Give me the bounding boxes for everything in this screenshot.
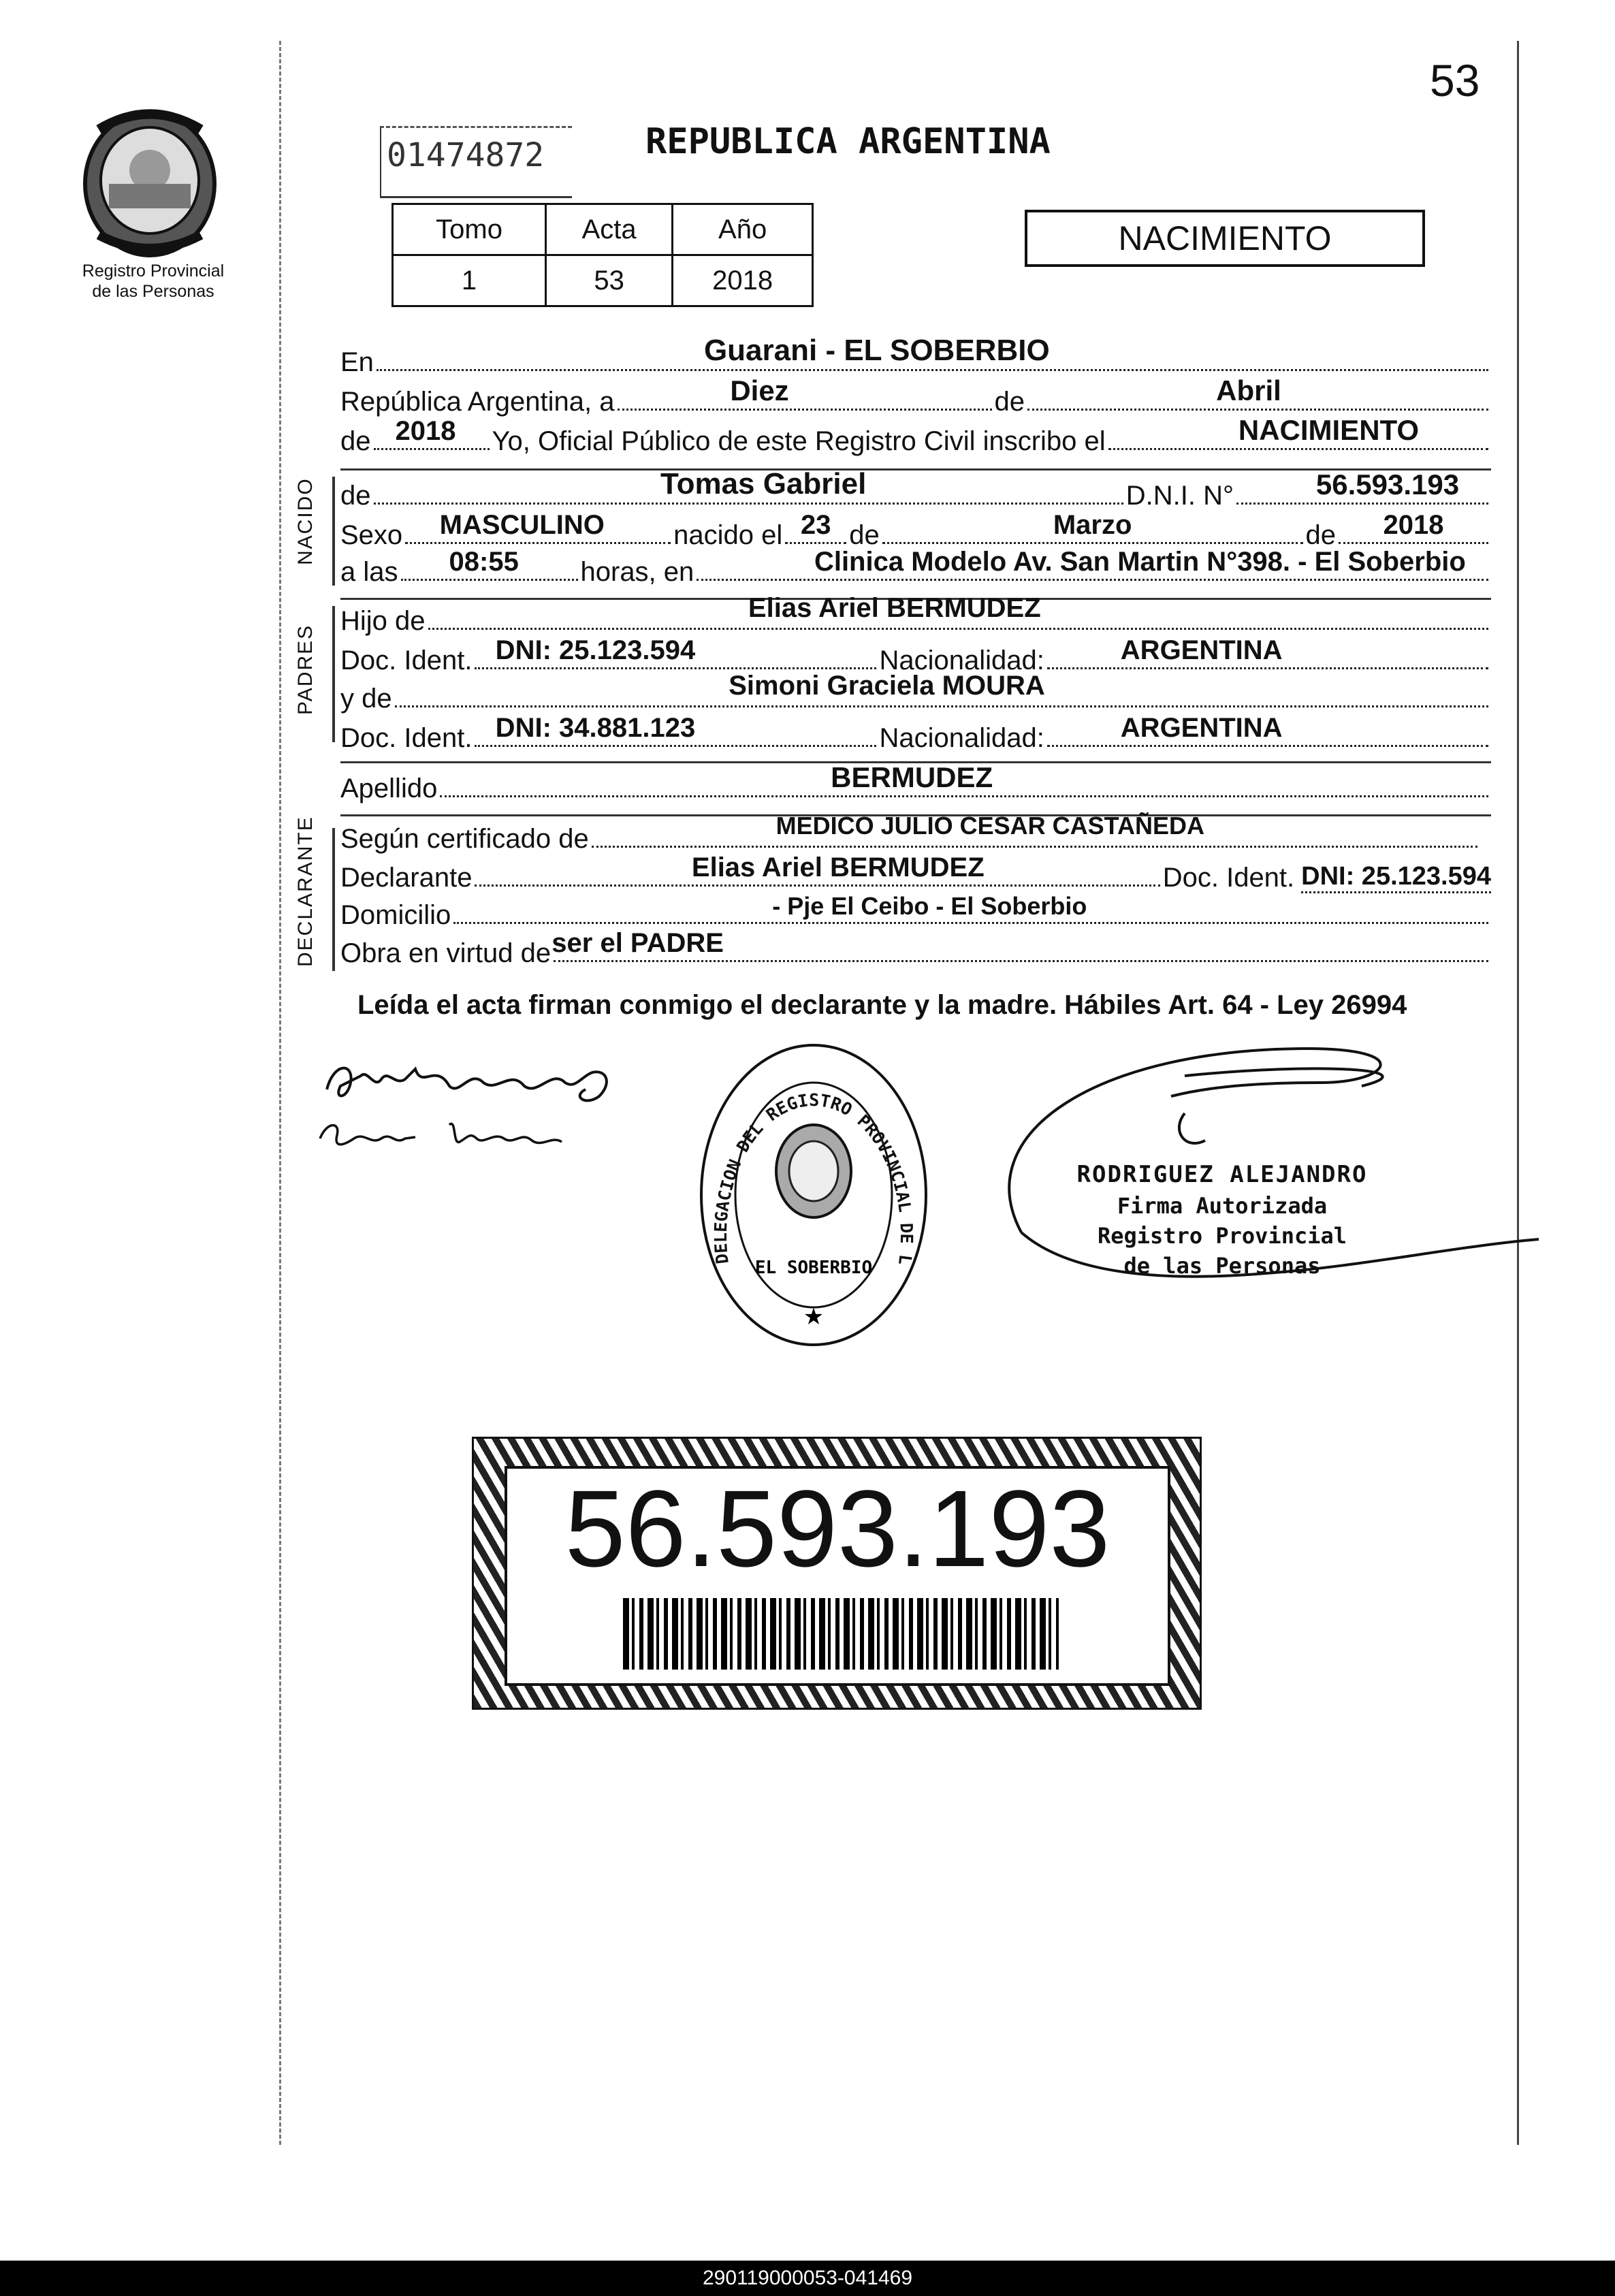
left-border xyxy=(279,41,281,2145)
obra-value: ser el PADRE xyxy=(551,928,724,958)
de-label-bd: de xyxy=(849,520,880,550)
row-hijo xyxy=(340,593,1491,637)
row-dom xyxy=(340,892,1491,931)
acta-value: 53 xyxy=(546,255,673,306)
footer-bar xyxy=(0,2261,1615,2296)
nacido-bracket xyxy=(332,477,335,586)
dom-label: Domicilio xyxy=(340,900,451,930)
father-doc-value: DNI: 25.123.594 xyxy=(495,635,696,665)
serial-number xyxy=(380,126,572,198)
page-number: 53 xyxy=(1430,55,1480,106)
mother-value: Simoni Graciela MOURA xyxy=(729,671,1045,701)
place-value: Guarani - EL SOBERBIO xyxy=(703,334,1050,367)
apellido-value: BERMUDEZ xyxy=(831,761,993,793)
ano-value: 2018 xyxy=(673,255,813,306)
registry-caption-2: de las Personas xyxy=(92,282,214,301)
stamp-inner-text: EL SOBERBIO xyxy=(754,1258,873,1278)
row-fecha xyxy=(340,374,1491,417)
apellido-label: Apellido xyxy=(340,774,438,803)
decl-value: Elias Ariel BERMUDEZ xyxy=(691,852,985,882)
star-icon: ★ xyxy=(803,1304,825,1330)
father-nat-value: ARGENTINA xyxy=(1120,635,1283,665)
row-en xyxy=(340,334,1491,378)
official-stamp-line3: Registro Provincial xyxy=(1097,1223,1347,1249)
stamp-ring-text: DELEGACION DEL REGISTRO PROVINCIAL DE L xyxy=(710,1090,917,1266)
month-value: Abril xyxy=(1216,374,1281,406)
alas-label: a las xyxy=(340,557,398,587)
nacido-el-label: nacido el xyxy=(673,520,783,550)
declarant-signature xyxy=(313,1049,640,1117)
name-value: Tomas Gabriel xyxy=(660,467,867,500)
doc-type-box xyxy=(1025,210,1425,267)
row-yde xyxy=(340,671,1491,714)
nac-label-f: Nacionalidad: xyxy=(879,645,1044,675)
nac-label-m: Nacionalidad: xyxy=(879,723,1044,753)
de-label-name: de xyxy=(340,481,371,511)
year-value: 2018 xyxy=(395,416,456,446)
father-value: Elias Ariel BERMUDEZ xyxy=(748,593,1041,623)
declarante-bracket xyxy=(332,828,335,971)
day-value: Diez xyxy=(730,374,789,406)
de-label-2: de xyxy=(340,426,371,456)
cert-value: MEDICO JULIO CESAR CASTAÑEDA xyxy=(775,812,1204,840)
doc-type: NACIMIENTO xyxy=(1118,219,1332,257)
row-name xyxy=(340,467,1491,511)
id-label xyxy=(472,1437,1202,1710)
round-stamp xyxy=(694,1038,933,1352)
nacido-label: NACIDO xyxy=(294,477,317,565)
cert-label: Según certificado de xyxy=(340,824,589,854)
mother-nat-value: ARGENTINA xyxy=(1120,713,1283,743)
closing-text: Leída el acta firman conmigo el declarante y la madre. Hábiles Art. 64 - Ley 26994 xyxy=(357,990,1407,1020)
decl-doc-label: Doc. Ident. xyxy=(1162,863,1295,893)
mother-signature xyxy=(313,1111,586,1159)
de-label-1: de xyxy=(994,387,1025,417)
registry-caption-1: Registro Provincial xyxy=(82,261,225,281)
official-stamp-line4: de las Personas xyxy=(1123,1253,1321,1279)
birth-year-value: 2018 xyxy=(1383,510,1444,540)
acta-header: Acta xyxy=(546,204,673,255)
tomo-header: Tomo xyxy=(393,204,546,255)
row-obra xyxy=(340,928,1491,969)
time-value: 08:55 xyxy=(449,547,519,577)
sexo-label: Sexo xyxy=(340,520,403,550)
id-label-inner xyxy=(505,1466,1170,1686)
en-label: En xyxy=(340,347,374,377)
de-label-by: de xyxy=(1305,520,1336,550)
row-apellido xyxy=(340,761,1491,804)
horas-label: horas, en xyxy=(580,557,694,587)
official-stamp-line2: Firma Autorizada xyxy=(1117,1193,1328,1219)
row-mother-doc xyxy=(340,713,1491,754)
dom-value: - Pje El Ceibo - El Soberbio xyxy=(772,892,1087,920)
row-decl xyxy=(340,852,1491,893)
hijo-label: Hijo de xyxy=(340,606,426,636)
row-year xyxy=(340,414,1491,457)
padres-label: PADRES xyxy=(294,624,317,715)
obra-label: Obra en virtud de xyxy=(340,938,551,968)
dni-value: 56.593.193 xyxy=(1315,468,1460,500)
doc-label-f: Doc. Ident. xyxy=(340,645,473,675)
decl-doc-value: DNI: 25.123.594 xyxy=(1301,862,1491,893)
yde-label: y de xyxy=(340,684,392,714)
row-cert xyxy=(340,812,1491,855)
tomo-value: 1 xyxy=(393,255,546,306)
id-number: 56.593.193 xyxy=(564,1467,1110,1589)
official-stamp-line1: RODRIGUEZ ALEJANDRO xyxy=(1076,1161,1368,1188)
footer-code: 290119000053-041469 xyxy=(702,2267,913,2289)
event-value: NACIMIENTO xyxy=(1238,414,1420,446)
registry-logo xyxy=(71,102,228,259)
country-title: REPUBLICA ARGENTINA xyxy=(645,121,1051,162)
padres-bracket xyxy=(332,606,335,742)
declarante-label: DECLARANTE xyxy=(294,816,317,967)
barcode xyxy=(623,1598,1059,1670)
mother-doc-value: DNI: 34.881.123 xyxy=(495,713,696,743)
republica-label: República Argentina, a xyxy=(340,387,615,417)
sexo-value: MASCULINO xyxy=(439,510,605,540)
official-text: Yo, Oficial Público de este Registro Civil inscribo el xyxy=(492,426,1106,456)
tomo-acta-table xyxy=(391,203,814,307)
serial-text: 01474872 xyxy=(387,136,545,174)
birth-month-value: Marzo xyxy=(1053,510,1132,540)
birth-day-value: 23 xyxy=(801,510,831,540)
dni-label: D.N.I. N° xyxy=(1125,481,1234,511)
decl-label: Declarante xyxy=(340,863,473,893)
birth-place-value: Clinica Modelo Av. San Martin N°398. - El Soberbio xyxy=(814,547,1466,577)
row-hora xyxy=(340,547,1491,588)
doc-label-m: Doc. Ident. xyxy=(340,723,473,753)
ano-header: Año xyxy=(673,204,813,255)
